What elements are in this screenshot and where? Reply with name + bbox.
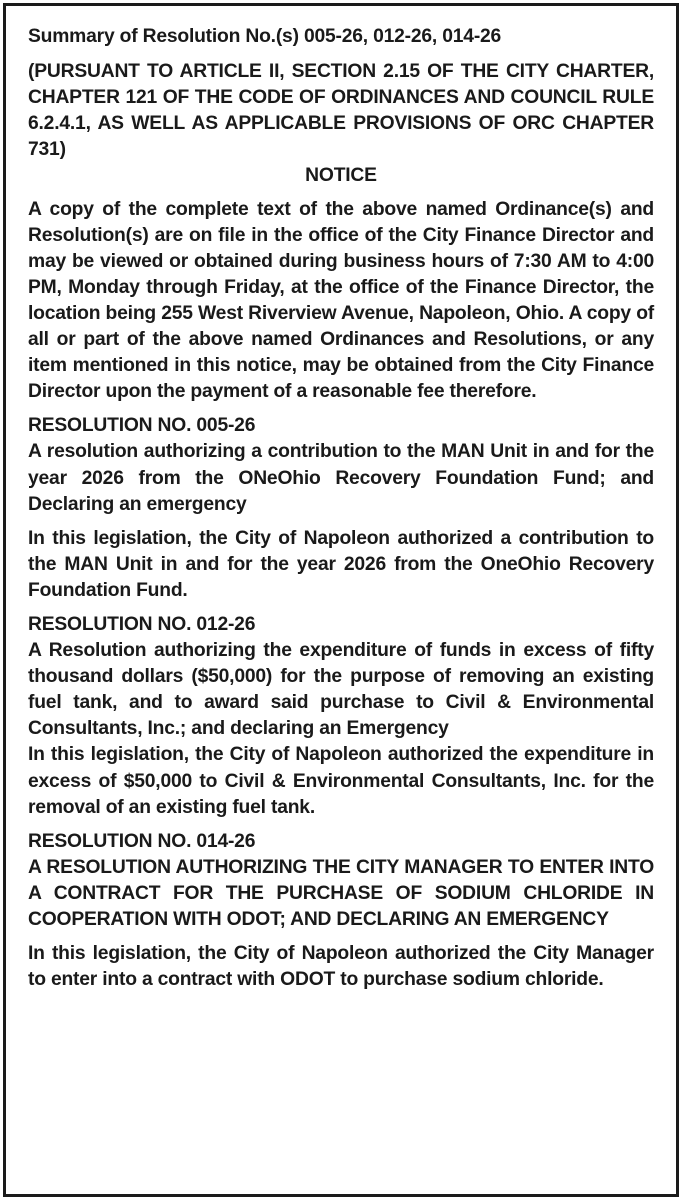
legal-notice-box <box>3 3 679 1197</box>
resolution-heading: RESOLUTION NO. 014-26 <box>28 830 256 852</box>
resolution-summary: In this legislation, the City of Napoleon authorized the expenditure in excess of $50,000 to Civil & Environmental Consultants, Inc. for the removal of an existing fuel tank. <box>28 744 654 818</box>
resolution-014-26 <box>28 829 654 994</box>
notice-heading: NOTICE <box>305 165 377 187</box>
resolution-summary: In this legislation, the City of Napoleon authorized the City Manager to enter into a contract with ODOT to purchase sodium chloride. <box>28 943 654 991</box>
intro-paragraph: A copy of the complete text of the above named Ordinance(s) and Resolution(s) are on file in the office of the City Finance Director and may be viewed or obtained during business hours of 7:30 AM to 4:00 PM, Monday through Friday, at the office of the Finance Director, the location being 255 West Riverview Avenue, Napoleon, Ohio. A copy of all or part of the above named Ordinances and Resolutions, or any item mentioned in this notice, may be obtained from the City Finance Director upon the payment of a reasonable fee therefore. <box>28 198 654 403</box>
resolution-heading: RESOLUTION NO. 012-26 <box>28 613 256 635</box>
resolution-title: A RESOLUTION AUTHORIZING THE CITY MANAGER TO ENTER INTO A CONTRACT FOR THE PURCHASE OF SODIUM CHLORIDE IN COOPERATION WITH ODOT; AND DECLARING AN EMERGENCY <box>28 856 654 930</box>
notice-content <box>6 6 676 993</box>
resolution-summary: In this legislation, the City of Napoleon authorized a contribution to the MAN Unit in and for the year 2026 from the OneOhio Recovery Foundation Fund. <box>28 527 654 601</box>
notice-title: Summary of Resolution No.(s) 005-26, 012-26, 014-26 <box>28 26 502 47</box>
resolution-012-26 <box>28 612 654 821</box>
resolution-title: A Resolution authorizing the expenditure of funds in excess of fifty thousand dollars ($50,000) for the purpose of removing an existing fuel tank, and to award said purchase to Civil & Environmental Consultants, Inc.; and declaring an Emergency <box>28 640 654 740</box>
resolution-title: A resolution authorizing a contribution to the MAN Unit in and for the year 2026 from the ONeOhio Recovery Foundation Fund; and Declaring an emergency <box>28 441 654 515</box>
resolution-heading: RESOLUTION NO. 005-26 <box>28 415 256 437</box>
resolution-005-26 <box>28 413 654 604</box>
pursuant-clause: (PURSUANT TO ARTICLE II, SECTION 2.15 OF THE CITY CHARTER, CHAPTER 121 OF THE CODE OF ORDINANCES AND COUNCIL RULE 6.2.4.1, AS WELL AS APPLICABLE PROVISIONS OF ORC CHAPTER 731) <box>28 61 654 161</box>
